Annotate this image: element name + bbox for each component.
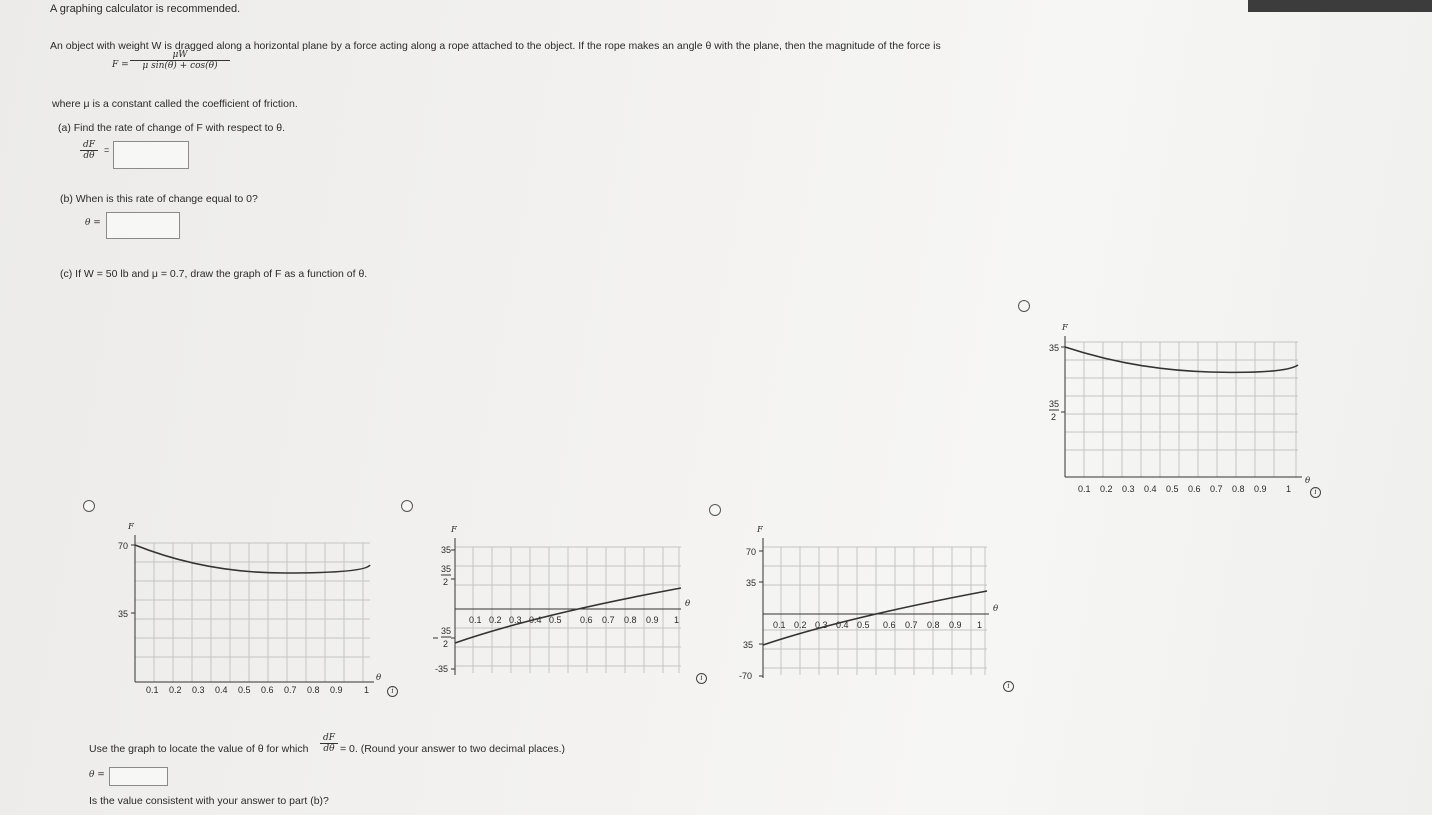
graph-4-x-label: θ bbox=[1305, 476, 1311, 486]
graph-3-x-tick: 0.7 bbox=[905, 620, 918, 630]
part-a-deriv-den: dθ bbox=[83, 151, 95, 161]
part-b-theta-label: θ = bbox=[85, 218, 101, 228]
graph-4-x-tick: 0.3 bbox=[1122, 484, 1135, 494]
graph-1-x-tick: 0.9 bbox=[330, 685, 343, 695]
consistency-question: Is the value consistent with your answer to part (b)? bbox=[89, 795, 329, 807]
graph-option-4-radio[interactable] bbox=[1018, 300, 1030, 312]
graph-3-y-tick-70: 70 bbox=[746, 547, 757, 557]
graph-4-x-tick: 1 bbox=[1286, 484, 1292, 494]
graph-2-x-tick: 0.4 bbox=[529, 615, 542, 625]
graph-1-x-ticks bbox=[146, 685, 369, 695]
graph-2-y-tick-top: 35 bbox=[441, 545, 452, 555]
part-a-label: (a) Find the rate of change of F with respect to θ. bbox=[58, 122, 286, 134]
where-text: where μ is a constant called the coefficient of friction. bbox=[52, 98, 298, 110]
graph-1-curve bbox=[135, 545, 370, 573]
graph-3-x-tick: 0.4 bbox=[836, 620, 849, 630]
top-bar-dark-region bbox=[1248, 0, 1432, 12]
graph-2-y-neghalf-den: 2 bbox=[443, 639, 449, 649]
graph-2-y-tick-bottom: -35 bbox=[435, 664, 449, 674]
graph-2-x-tick: 0.3 bbox=[509, 615, 522, 625]
graph-1-x-tick: 0.6 bbox=[261, 685, 274, 695]
graph-1-x-tick: 0.2 bbox=[169, 685, 182, 695]
graph-4-x-tick: 0.4 bbox=[1144, 484, 1157, 494]
graph-1-x-tick: 0.3 bbox=[192, 685, 205, 695]
graph-1-x-tick: 1 bbox=[364, 685, 370, 695]
graph-4-x-tick: 0.9 bbox=[1254, 484, 1267, 494]
graph-option-3[interactable] bbox=[733, 520, 999, 690]
graph-4-x-tick: 0.6 bbox=[1188, 484, 1201, 494]
part-a-deriv-num: dF bbox=[80, 140, 98, 151]
graph-4-y-tick-top: 35 bbox=[1049, 343, 1060, 353]
graph-3-x-tick: 0.9 bbox=[949, 620, 962, 630]
graph-2-x-tick: 0.9 bbox=[646, 615, 659, 625]
graph-2-x-tick: 1 bbox=[674, 615, 680, 625]
graph-3-x-tick: 1 bbox=[977, 620, 983, 630]
part-b-label: (b) When is this rate of change equal to 0? bbox=[60, 193, 258, 205]
graph-4-y-half-num: 35 bbox=[1049, 399, 1060, 409]
graph-4-x-tick: 0.8 bbox=[1232, 484, 1245, 494]
graph-2-x-tick: 0.5 bbox=[549, 615, 562, 625]
graph-3-y-tick-35: 35 bbox=[746, 578, 757, 588]
graph-option-4-info-icon[interactable]: i bbox=[1310, 487, 1321, 498]
graph-2-x-tick: 0.2 bbox=[489, 615, 502, 625]
graph-1-y-label: F bbox=[128, 522, 134, 532]
locate-deriv-den: dθ bbox=[323, 744, 335, 754]
graph-2-y-half-den: 2 bbox=[443, 577, 449, 587]
graph-option-2-radio[interactable] bbox=[401, 500, 413, 512]
graph-1-x-tick: 0.8 bbox=[307, 685, 320, 695]
part-c-theta-input[interactable] bbox=[109, 767, 168, 786]
formula-denominator: μ sin(θ) + cos(θ) bbox=[142, 61, 218, 71]
graph-option-1-radio[interactable] bbox=[83, 500, 95, 512]
graph-1-x-label: θ bbox=[376, 673, 382, 683]
graph-1-x-tick: 0.4 bbox=[215, 685, 228, 695]
graph-3-y-tick-neg35: 35 bbox=[743, 640, 754, 650]
graph-2-x-tick: 0.7 bbox=[602, 615, 615, 625]
graph-4-x-tick: 0.2 bbox=[1100, 484, 1113, 494]
graph-3-y-tick-neg70: -70 bbox=[739, 671, 753, 681]
locate-derivative bbox=[320, 733, 338, 754]
locate-suffix: = 0. (Round your answer to two decimal places.) bbox=[340, 743, 565, 755]
graph-option-1[interactable] bbox=[110, 515, 380, 705]
graph-4-y-label: F bbox=[1062, 323, 1068, 333]
graph-1-y-tick-35: 35 bbox=[118, 609, 129, 619]
graph-4-y-half-den: 2 bbox=[1051, 412, 1057, 422]
graph-2-x-tick: 0.6 bbox=[580, 615, 593, 625]
formula-fraction bbox=[130, 50, 230, 71]
graph-3-x-tick: 0.6 bbox=[883, 620, 896, 630]
graph-option-1-info-icon[interactable]: i bbox=[387, 686, 398, 697]
graph-3-x-tick: 0.8 bbox=[927, 620, 940, 630]
part-b-answer-input[interactable] bbox=[106, 212, 180, 239]
graph-2-x-tick: 0.1 bbox=[469, 615, 482, 625]
graph-option-2[interactable] bbox=[425, 520, 691, 690]
graph-3-x-tick: 0.3 bbox=[815, 620, 828, 630]
graph-2-y-label: F bbox=[451, 525, 457, 535]
graph-option-3-radio[interactable] bbox=[709, 504, 721, 516]
part-a-derivative bbox=[80, 140, 98, 161]
graph-option-4[interactable] bbox=[1040, 320, 1310, 505]
formula-numerator: μW bbox=[130, 50, 230, 61]
graph-option-3-info-icon[interactable]: i bbox=[1003, 681, 1014, 692]
problem-statement: An object with weight W is dragged along a horizontal plane by a force acting along a rope attached to the object. If the rope makes an angle θ with the plane, then the magnitude of the force is bbox=[50, 40, 941, 52]
part-a-equals: = bbox=[104, 145, 110, 155]
graph-1-x-tick: 0.1 bbox=[146, 685, 159, 695]
graph-3-curve bbox=[763, 591, 987, 645]
graph-1-x-tick: 0.5 bbox=[238, 685, 251, 695]
part-a-answer-input[interactable] bbox=[113, 141, 189, 169]
graph-2-x-tick: 0.8 bbox=[624, 615, 637, 625]
formula-lhs: F = bbox=[112, 60, 129, 70]
graph-2-y-neghalf-num: 35 bbox=[441, 626, 452, 636]
graph-3-x-label: θ bbox=[993, 604, 999, 614]
graph-3-x-tick: 0.2 bbox=[794, 620, 807, 630]
graph-4-x-tick: 0.7 bbox=[1210, 484, 1223, 494]
graph-option-2-info-icon[interactable]: i bbox=[696, 673, 707, 684]
graph-1-x-tick: 0.7 bbox=[284, 685, 297, 695]
locate-prefix: Use the graph to locate the value of θ for which bbox=[89, 743, 309, 755]
graph-4-x-tick: 0.1 bbox=[1078, 484, 1091, 494]
graph-3-x-tick: 0.5 bbox=[857, 620, 870, 630]
graph-4-x-tick: 0.5 bbox=[1166, 484, 1179, 494]
graph-2-x-label: θ bbox=[685, 599, 691, 609]
graph-3-x-tick: 0.1 bbox=[773, 620, 786, 630]
graph-2-y-half-num: 35 bbox=[441, 564, 452, 574]
part-c-label: (c) If W = 50 lb and μ = 0.7, draw the graph of F as a function of θ. bbox=[60, 268, 368, 280]
calculator-note: A graphing calculator is recommended. bbox=[50, 3, 241, 15]
graph-1-y-tick-70: 70 bbox=[118, 541, 129, 551]
locate-deriv-num: dF bbox=[320, 733, 338, 744]
graph-3-y-label: F bbox=[757, 525, 763, 535]
part-c-theta-label: θ = bbox=[89, 770, 105, 780]
